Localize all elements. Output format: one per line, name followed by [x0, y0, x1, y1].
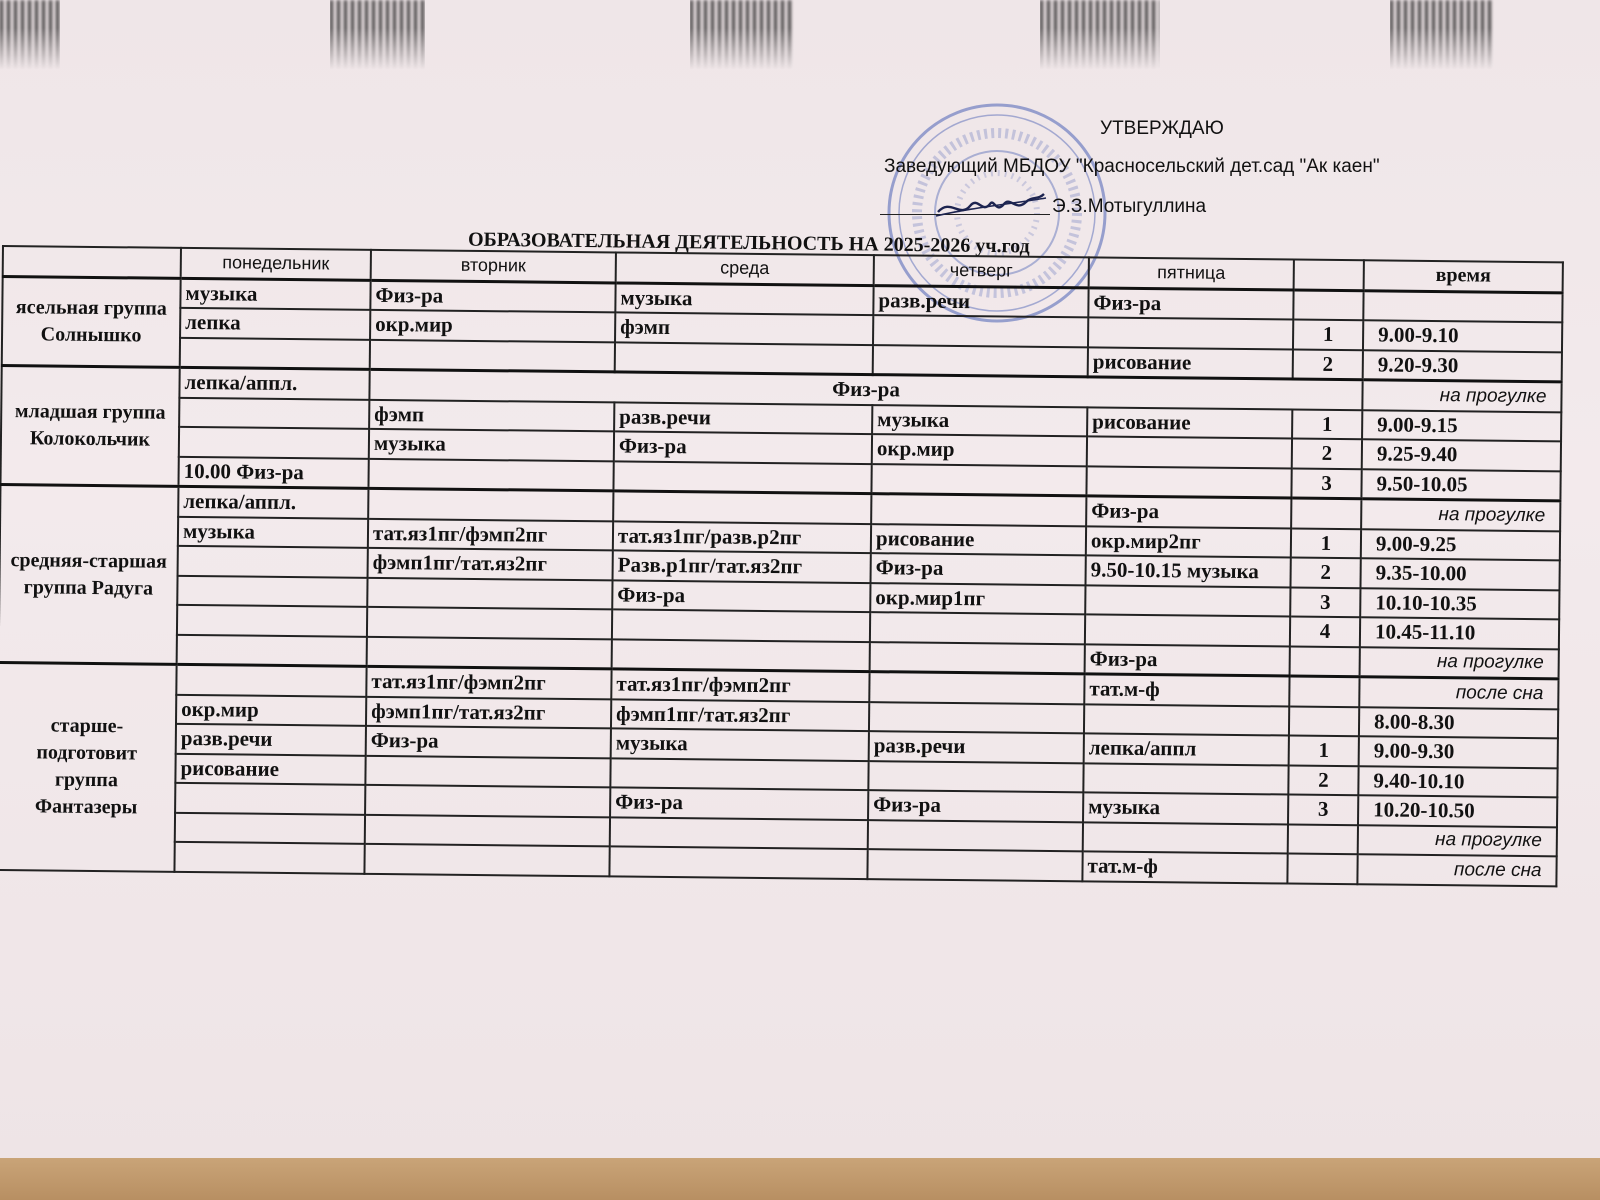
table-cell	[367, 607, 612, 639]
header-cell: понедельник	[181, 248, 371, 280]
table-cell: окр.мир1пг	[870, 583, 1085, 615]
time-cell: 9.50-10.05	[1361, 469, 1560, 501]
lesson-number-cell	[1288, 824, 1358, 854]
table-cell: Физ-ра	[1086, 496, 1291, 528]
table-cell	[367, 577, 612, 609]
table-cell	[179, 397, 369, 428]
header-cell: вторник	[371, 250, 616, 283]
table-cell: музыка	[180, 278, 370, 310]
time-cell: 10.20-10.50	[1358, 795, 1557, 827]
table-cell: разв.речи	[869, 731, 1084, 763]
table-cell	[868, 761, 1083, 793]
time-cell: 9.35-10.00	[1360, 558, 1559, 590]
lesson-number-cell	[1290, 646, 1360, 677]
note-cell: на прогулке	[1360, 647, 1559, 679]
table-cell	[365, 785, 610, 817]
table-cell	[1088, 317, 1293, 349]
document-title: ОБРАЗОВАТЕЛЬНАЯ ДЕЯТЕЛЬНОСТЬ НА 2025-2026 уч.год	[467, 228, 1030, 258]
table-cell	[612, 609, 870, 641]
table-cell	[177, 605, 367, 636]
table-cell	[1086, 466, 1291, 498]
table-cell: рисование	[871, 524, 1086, 556]
table-cell: Физ-ра	[868, 790, 1083, 822]
table-cell	[615, 342, 873, 375]
table-cell	[613, 461, 871, 494]
time-cell: 9.40-10.10	[1358, 766, 1557, 798]
handwritten-signature	[930, 178, 1050, 228]
table-cell: музыка	[872, 405, 1087, 437]
table-cell: Физ-ра	[1085, 644, 1290, 676]
table-cell: Физ-ра	[871, 553, 1086, 585]
table-cell: Физ-ра	[612, 580, 870, 612]
lesson-number-cell	[1293, 290, 1363, 321]
note-cell: на прогулке	[1358, 825, 1557, 857]
table-cell	[364, 844, 609, 876]
table-cell: музыка	[615, 282, 873, 315]
group-name-cell: младшая группа Колокольчик	[0, 366, 179, 487]
merged-cell: Физ-ра	[369, 369, 1362, 409]
lesson-number-cell: 4	[1290, 617, 1360, 647]
lesson-number-cell: 3	[1288, 795, 1358, 825]
table-cell	[613, 491, 871, 524]
time-cell: 9.00-9.30	[1359, 736, 1558, 768]
table-cell	[1085, 614, 1290, 646]
time-cell: 9.00-9.10	[1363, 320, 1562, 352]
lesson-number-cell	[1287, 853, 1357, 883]
table-cell: музыка	[178, 516, 368, 547]
schedule-sheet	[0, 245, 1564, 941]
scan-mark-2	[330, 0, 425, 70]
lesson-number-cell: 2	[1292, 439, 1362, 469]
time-cell: 9.25-9.40	[1362, 439, 1561, 471]
table-cell: фэмп	[369, 399, 614, 431]
approval-position: Заведующий МБДОУ "Красносельский дет.сад "Ак каен"	[884, 156, 1380, 177]
note-cell: на прогулке	[1361, 499, 1560, 531]
lesson-number-cell: 3	[1290, 587, 1360, 617]
table-cell: окр.мир	[176, 694, 366, 725]
table-cell: лепка/аппл.	[178, 486, 368, 518]
table-cell: тат.м-ф	[1082, 851, 1287, 883]
table-cell: тат.м-ф	[1084, 674, 1289, 706]
table-cell: рисование	[1087, 407, 1292, 439]
lesson-number-cell: 2	[1293, 349, 1363, 380]
table-cell	[365, 755, 610, 787]
table-cell: фэмп1пг/тат.яз2пг	[611, 699, 869, 731]
header-cell: среда	[616, 252, 874, 285]
lesson-number-cell: 1	[1291, 528, 1361, 558]
table-cell: разв.речи	[873, 285, 1088, 317]
lesson-number-cell: 1	[1289, 736, 1359, 766]
lesson-number-cell	[1291, 498, 1361, 529]
table-cell: лепка/аппл.	[179, 367, 369, 399]
table-cell	[1083, 763, 1288, 795]
table-cell	[873, 345, 1088, 377]
group-name-cell: старше-подготовит группа Фантазеры	[0, 662, 177, 871]
table-cell	[869, 672, 1084, 704]
table-cell	[612, 639, 870, 672]
time-cell: 9.00-9.15	[1362, 410, 1561, 442]
table-cell	[365, 814, 610, 846]
table-cell	[867, 849, 1082, 881]
table-cell: лепка	[180, 308, 370, 339]
header-cell	[3, 246, 181, 278]
table-cell	[870, 642, 1085, 674]
table-cell	[873, 315, 1088, 347]
lesson-number-cell: 1	[1292, 409, 1362, 439]
scan-mark-5	[1390, 0, 1495, 70]
table-cell	[178, 546, 368, 577]
header-cell-time: время	[1364, 260, 1563, 292]
table-cell: фэмп1пг/тат.яз2пг	[366, 696, 611, 728]
table-cell	[871, 464, 1086, 496]
table-cell	[868, 820, 1083, 852]
approval-name: Э.З.Мотыгуллина	[1052, 196, 1207, 217]
table-cell: Разв.р1пг/тат.яз2пг	[613, 550, 871, 582]
table-cell: лепка/аппл	[1084, 733, 1289, 765]
table-cell	[176, 664, 366, 696]
table-cell	[179, 427, 369, 458]
lesson-number-cell: 2	[1288, 765, 1358, 795]
table-cell	[175, 812, 365, 843]
table-cell	[610, 758, 868, 790]
table-cell: фэмп1пг/тат.яз2пг	[368, 548, 613, 580]
lesson-number-cell: 3	[1291, 468, 1361, 499]
table-cell: Физ-ра	[610, 787, 868, 819]
table-cell: Физ-ра	[1088, 287, 1293, 319]
time-cell: 9.00-9.25	[1361, 529, 1560, 561]
wooden-table-edge	[0, 1158, 1600, 1200]
table-cell	[610, 817, 868, 849]
table-cell: музыка	[611, 728, 869, 760]
table-cell: Физ-ра	[366, 726, 611, 758]
time-cell: 10.10-10.35	[1360, 588, 1559, 620]
table-cell	[870, 612, 1085, 644]
table-cell	[367, 636, 612, 669]
table-cell: фэмп	[615, 312, 873, 344]
table-cell: музыка	[369, 429, 614, 461]
time-cell: 9.20-9.30	[1363, 350, 1562, 382]
table-cell: музыка	[1083, 792, 1288, 824]
scan-mark-4	[1040, 0, 1160, 70]
table-cell: окр.мир2пг	[1086, 526, 1291, 558]
lesson-number-cell: 2	[1290, 558, 1360, 588]
table-cell: 9.50-10.15 музыка	[1086, 555, 1291, 587]
table-cell: тат.яз1пг/разв.р2пг	[613, 521, 871, 553]
table-cell: окр.мир	[370, 310, 615, 342]
table-cell: рисование	[175, 753, 365, 784]
time-cell: 10.45-11.10	[1360, 617, 1559, 649]
time-cell: 8.00-8.30	[1359, 707, 1558, 739]
note-cell: после сна	[1359, 677, 1558, 709]
table-cell	[1083, 822, 1288, 854]
note-cell: на прогулке	[1362, 380, 1561, 412]
table-cell	[368, 458, 613, 491]
lesson-number-cell	[1289, 676, 1359, 707]
table-cell: Физ-ра	[614, 431, 872, 463]
table-cell	[368, 488, 613, 521]
table-cell	[180, 337, 370, 369]
schedule-table	[0, 245, 1564, 887]
table-cell: разв.речи	[176, 724, 366, 755]
header-cell: четверг	[874, 255, 1089, 287]
table-cell	[174, 842, 364, 873]
table-cell	[1084, 704, 1289, 736]
table-cell	[871, 494, 1086, 526]
table-cell	[177, 634, 367, 666]
group-name-cell: ясельная группа Солнышко	[2, 276, 181, 367]
time-cell	[1363, 290, 1562, 322]
group-name-cell: средняя-старшая группа Радуга	[0, 484, 178, 664]
table-cell: тат.яз1пг/фэмп2пг	[611, 669, 869, 702]
table-cell: окр.мир	[872, 434, 1087, 466]
scan-mark-1	[0, 0, 60, 70]
header-cell: пятница	[1089, 257, 1294, 289]
table-cell	[175, 783, 365, 814]
table-cell: Физ-ра	[370, 280, 615, 313]
table-cell	[370, 339, 615, 372]
table-cell	[177, 575, 367, 606]
table-cell	[609, 846, 867, 878]
table-cell: 10.00 Физ-ра	[178, 456, 368, 488]
table-cell	[1087, 436, 1292, 468]
approval-heading: УТВЕРЖДАЮ	[1100, 118, 1224, 139]
lesson-number-cell: 1	[1293, 320, 1363, 350]
header-cell	[1294, 260, 1364, 291]
table-cell: тат.яз1пг/фэмп2пг	[368, 518, 613, 550]
table-cell: тат.яз1пг/фэмп2пг	[366, 666, 611, 699]
table-cell: рисование	[1088, 347, 1293, 379]
lesson-number-cell	[1289, 706, 1359, 736]
table-cell: разв.речи	[614, 402, 872, 434]
scan-mark-3	[690, 0, 795, 70]
table-cell	[1085, 585, 1290, 617]
note-cell: после сна	[1357, 854, 1556, 886]
table-cell	[869, 702, 1084, 734]
